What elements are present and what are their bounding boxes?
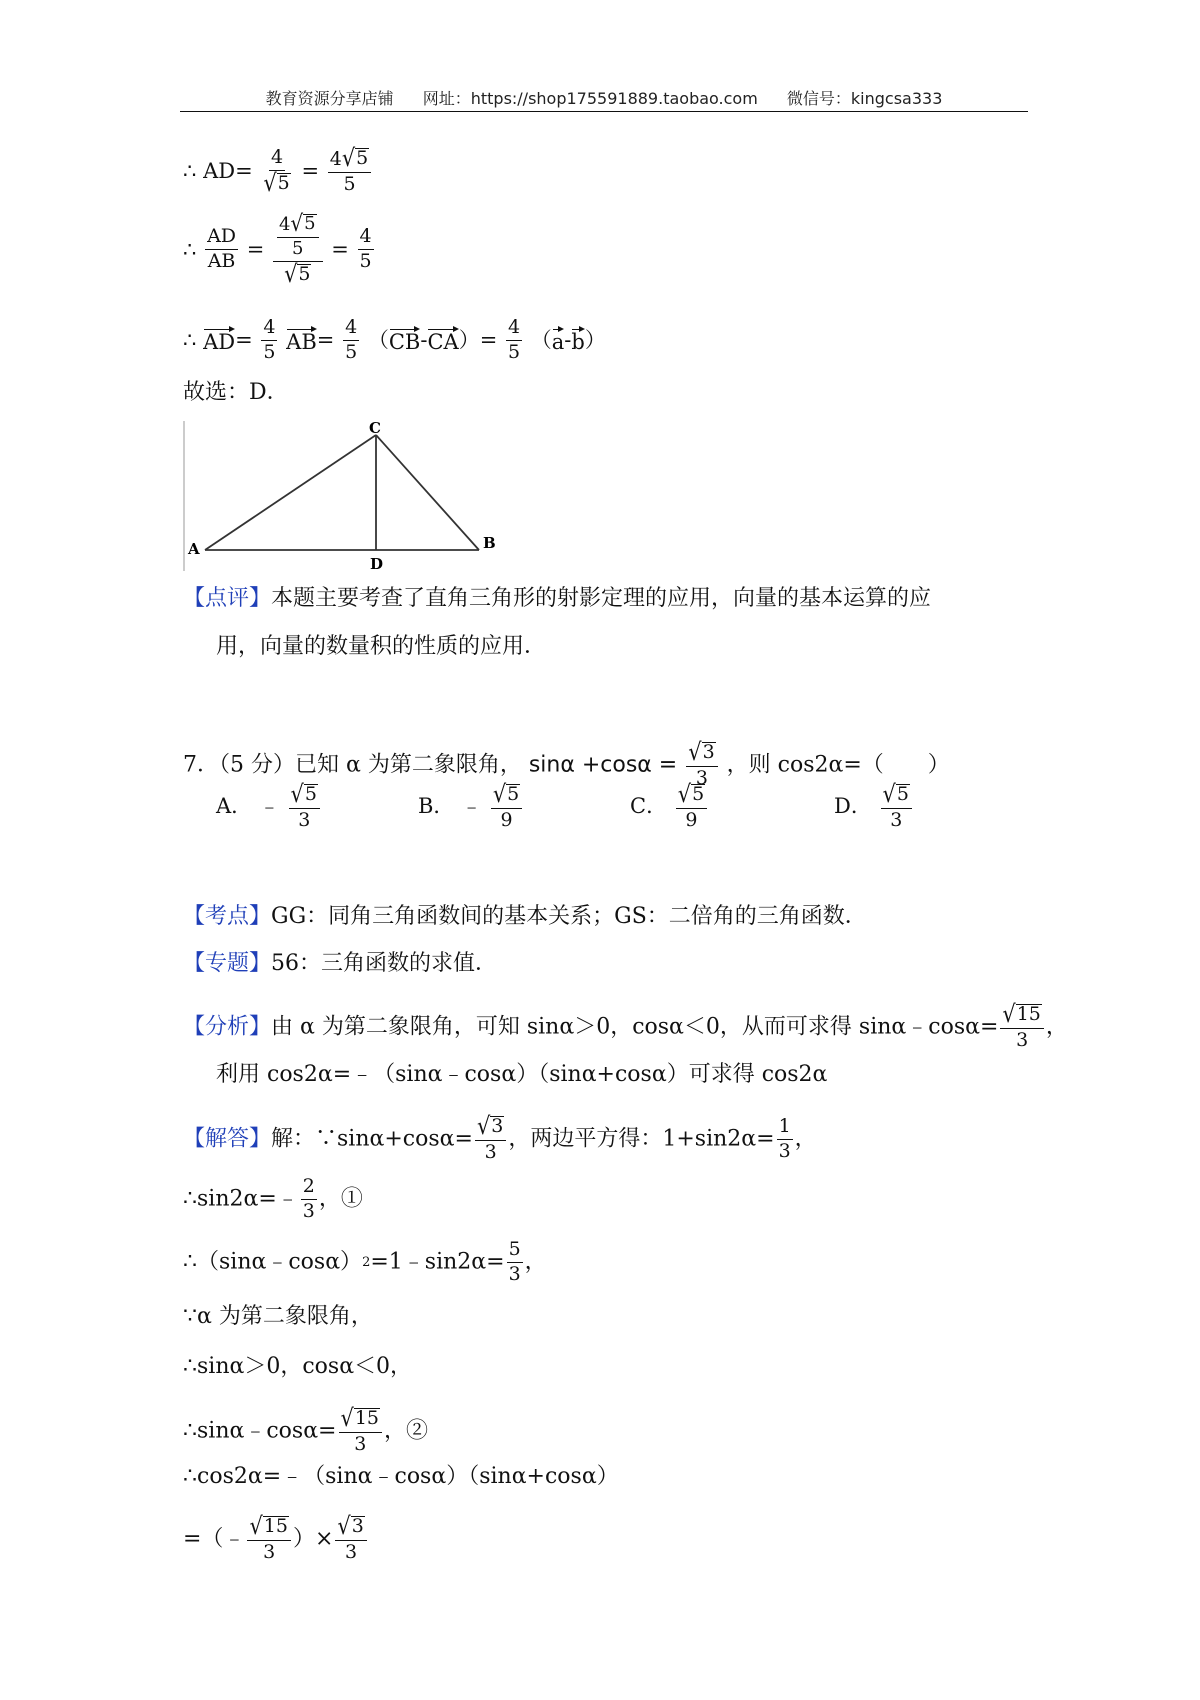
option-C[interactable]: C． √ 5 9 [630,784,709,831]
header-site: 网址：https://shop175591889.taobao.com [422,89,758,108]
vector-CB: CB [388,329,421,354]
vertex-label-D: D [370,555,384,571]
option-B[interactable]: B． ﹣ √ 5 9 [418,784,524,831]
jieda-tag: 【解答】 [183,1126,272,1152]
zhuanti-tag: 【专题】 [183,951,272,976]
choice-line: 故选：D． [183,380,289,405]
vector-b: b [571,329,585,354]
kaodian-tag: 【考点】 [183,904,272,929]
header-shop: 教育资源分享店铺 [265,89,394,108]
jieda-line-7: ∴cos2α=﹣（sinα﹣cosα）（sinα+cosα） [183,1464,619,1489]
proof-line-1: ∴ AD= 4 √ 5 = 4 √ 5 5 [183,148,373,195]
fraction: $\frac{AD}{AB}$ [207,225,237,273]
side-AC [205,435,376,550]
fraction: $\frac{4}{5}$ [359,225,372,273]
header-wechat: 微信号：kingcsa333 [786,89,943,108]
fenxi-tag: 【分析】 [183,1014,272,1040]
fraction: 4 √ 5 [263,146,290,197]
vector-CA: CA [427,329,459,354]
vertex-label-A: A [188,540,200,558]
jieda-line-6: ∴sinα﹣cosα= √ 15 3 ，② [183,1404,429,1455]
jieda-line-5: ∴sinα＞0，cosα＜0， [183,1354,413,1379]
option-D[interactable]: D． √ 5 3 [834,784,914,831]
jieda-line-8: =（﹣ √ 15 3 ）× √ 3 3 [183,1516,369,1563]
fraction: 4 √ 5 5 [328,148,372,195]
jieda-line-3: ∴（sinα﹣cosα）2=1﹣sin2α= $\frac{5}{3}$ ， [183,1238,547,1285]
side-CB [376,435,479,550]
proof-line-2: ∴ $\frac{AD}{AB}$ = 4 √ 5 5 √ 5 = $\frac{4}{5}$ [183,210,372,288]
zhuanti-line: 【专题】56：三角函数的求值． [183,951,498,976]
vector-AB: AB [286,329,317,354]
fenxi-line-2: 利用 cos2α=﹣（sinα﹣cosα）（sinα+cosα）可求得 cos2α [216,1062,828,1087]
proof-line-3: ∴ AD= $\frac{4}{5}$ AB= $\frac{4}{5}$ （CB-CA）= $\frac{4}{5}$ （a-b） [183,316,606,363]
jieda-line-1: 【解答】解：∵sinα+cosα= √ 3 3 ，两边平方得：1+sin2α= $\frac{1}{3}$ ， [183,1112,817,1163]
page-header [180,86,1028,109]
vertex-label-B: B [483,534,496,552]
triangle-figure [183,421,503,571]
comment-tag: 【点评】 [183,586,272,611]
comment-line-1: 【点评】本题主要考查了直角三角形的射影定理的应用，向量的基本运算的应 [183,586,932,611]
option-A[interactable]: A． ﹣ √ 5 3 [216,784,322,831]
comment-line-2: 用，向量的数量积的性质的应用． [216,634,547,659]
compound-fraction: 4 √ 5 5 √ 5 [273,214,323,286]
jieda-line-2: ∴sin2α=﹣ $\frac{2}{3}$ ，① [183,1175,363,1222]
question-7-stem: 7．（5 分）已知 α 为第二象限角， sinα +cosα = √ 3 3 ，则 cos2α=（ ） [183,738,950,789]
vector-AD: AD [203,329,236,354]
kaodian-line: 【考点】GG：同角三角函数间的基本关系；GS：二倍角的三角函数． [183,904,867,929]
header-rule [180,111,1028,112]
vertex-label-C: C [369,421,381,437]
fenxi-line-1: 【分析】由 α 为第二象限角，可知 sinα＞0，cosα＜0，从而可求得 sinα﹣cosα= √ 15 3 ， [183,1000,1068,1051]
jieda-line-4: ∵α 为第二象限角， [183,1304,373,1329]
vector-a: a [551,329,565,354]
